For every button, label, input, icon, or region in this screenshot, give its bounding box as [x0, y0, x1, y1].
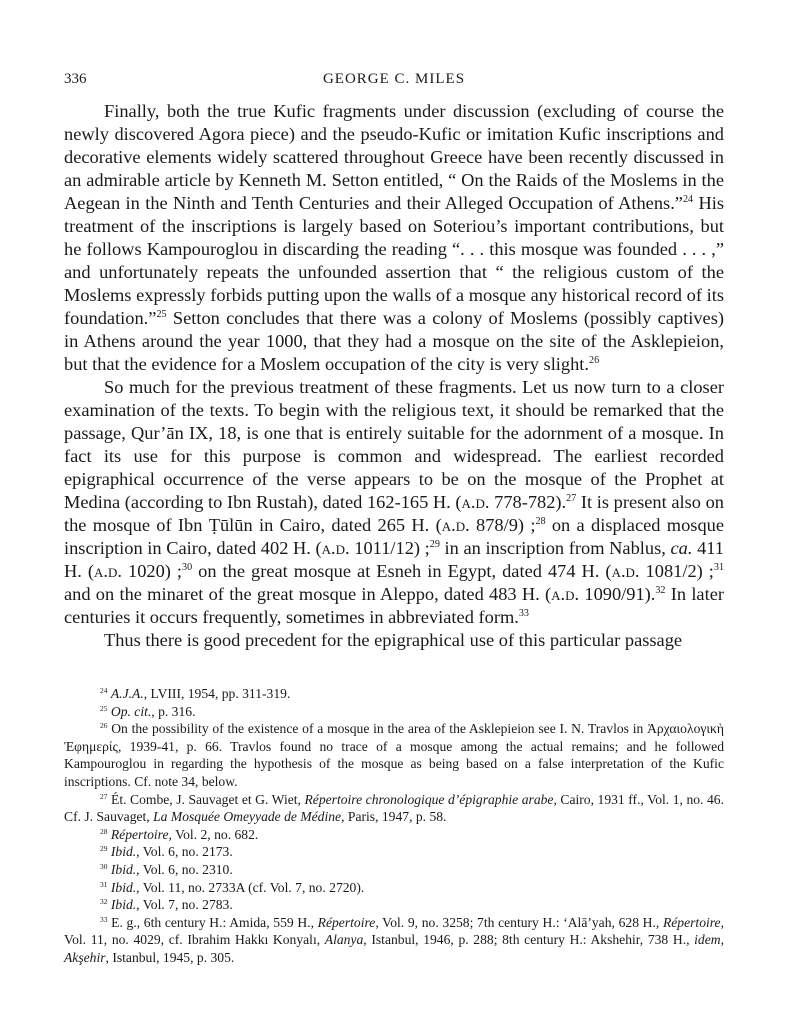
footnote-ref-29[interactable]: 29	[429, 538, 440, 550]
citation-title: Alanya	[324, 932, 364, 948]
era-abbrev: a.d.	[321, 538, 350, 558]
footnote-number: 26	[100, 720, 108, 730]
footnote-text: On the possibility of the existence of a mosque in the area of the Asklepieion see I. N. Travlos in	[111, 721, 648, 737]
paragraph-1	[64, 100, 724, 376]
footnote-text: , Istanbul, 1945, p. 305.	[105, 949, 235, 965]
era-abbrev: a.d.	[461, 492, 490, 512]
text-run: Finally, both the true Kufic fragments under discussion (excluding of course the newly discovered Agora piece) and the pseudo-Kufic or imitation Kufic inscriptions and decorative elements widely scattered throughout Greece have been recently discussed in an admirable article by Kenneth M. Setton entitled, “ On the Raids of the Moslems in the Aegean in the Ninth and Tenth Centuries and their Alleged Occupation of Athens.”	[64, 101, 724, 213]
page-number: 336	[64, 71, 87, 87]
footnote-number: 27	[100, 791, 108, 801]
text-run: His treatment of the inscriptions is largely based on Soteriou’s important contributions, but he follows Kampouroglou in discarding the reading “. . . this mosque was founded . . . ,” and unfortunately repeats the unfounded assertion that “ the religious custom of the Moslems expressly forbids putting upon the walls of a mosque any historical record of its foundation.”	[64, 193, 724, 328]
footnote-26	[64, 720, 724, 790]
era-abbrev: a.d.	[94, 561, 122, 581]
paragraph-3: Thus there is good precedent for the epigraphical use of this particular passage	[104, 630, 683, 650]
footnote-number: 30	[100, 861, 108, 871]
footnote-text: , Vol. 2, no. 682.	[168, 826, 259, 842]
body-text	[64, 100, 724, 652]
footnote-ref-28[interactable]: 28	[535, 515, 546, 527]
footnote-number: 28	[100, 826, 108, 836]
footnote-33	[64, 914, 724, 967]
footnote-text: Ét. Combe, J. Sauvaget et G. Wiet,	[111, 791, 305, 807]
citation-title: Répertoire	[110, 826, 169, 842]
citation-title: Ibid.	[110, 879, 137, 895]
paragraph-2	[64, 376, 724, 629]
footnote-text: , Vol. 7, no. 2783.	[136, 897, 233, 913]
text-run: 411 H. (	[64, 538, 724, 581]
running-title: GEORGE C. MILES	[322, 71, 466, 87]
footnote-number: 32	[100, 896, 108, 906]
citation-title: Répertoire	[317, 914, 376, 930]
running-head	[64, 71, 724, 91]
footnote-text: , p. 316.	[151, 703, 196, 719]
footnote-text: , Paris, 1947, p. 58.	[341, 809, 447, 825]
footnote-28	[64, 826, 724, 844]
footnote-text: , 1939-41, p. 66. Travlos found no trace of a mosque among the actual remains; and he followed Kampouroglou in regarding the hypothesis of the mosque as being based on a false interpretation of the Kufic inscriptions. Cf. note 34, below.	[64, 738, 724, 789]
footnote-text: , LVIII, 1954, pp. 311-319.	[143, 686, 291, 701]
footnote-29	[64, 843, 724, 861]
citation-title: idem	[694, 932, 721, 948]
footnote-number: 29	[100, 844, 108, 854]
footnote-text: E. g., 6th century H.: Amida, 559 H.,	[111, 914, 318, 930]
text-run: 1020) ;	[122, 561, 183, 581]
text-run: So much for the previous treatment of these fragments. Let us now turn to a closer examination of the texts. To begin with the religious text, it should be remarked that the passage, Qur’ān IX, 18, is one that is entirely suitable for the adornment of a mosque. In fact its use for this purpose is common and widespread. The earliest recorded epigraphical occurrence of the verse appears to be on the mosque of the Prophet at Medina (according to Ibn Rustah), dated 162-165 H. (	[64, 377, 724, 512]
text-run: 1081/2) ;	[639, 561, 714, 581]
text-run: Setton concludes that there was a colony of Moslems (possibly captives) in Athens around the year 1000, that they had a mosque on the site of the Asklepieion, but that the evidence for a Moslem occupation of the city is very slight.	[64, 308, 724, 374]
footnote-text: , Vol. 6, no. 2310.	[136, 861, 233, 877]
footnote-number: 24	[100, 685, 108, 695]
era-abbrev: a.d.	[551, 584, 580, 604]
text-run: It is present also on the mosque of Ibn Ṭūlūn in Cairo, dated 265 H. (	[64, 492, 724, 535]
footnote-ref-32[interactable]: 32	[655, 584, 666, 596]
citation-title: Ibid.	[110, 861, 137, 877]
footnote-32	[64, 896, 724, 914]
footnote-27	[64, 791, 724, 826]
footnote-ref-31[interactable]: 31	[713, 561, 724, 573]
footnote-ref-25[interactable]: 25	[156, 308, 167, 320]
citation-title: Répertoire chronologique d’épigraphie arabe	[304, 791, 554, 807]
footnote-25	[64, 703, 724, 721]
citation-title: A.J.A.	[110, 686, 144, 701]
footnote-30	[64, 861, 724, 879]
citation-title: La Mosquée Omeyyade de Médine	[153, 809, 342, 825]
era-abbrev: a.d.	[441, 515, 470, 535]
footnote-ref-27[interactable]: 27	[566, 492, 577, 504]
footnote-text: , Cairo, 1931 ff., Vol. 1, no. 46. Cf. J. Sauvaget,	[64, 791, 724, 825]
text-run: 1011/12) ;	[349, 538, 430, 558]
era-abbrev: a.d.	[611, 561, 640, 581]
footnote-ref-30[interactable]: 30	[182, 561, 193, 573]
footnote-number: 25	[100, 703, 108, 713]
text-run: 878/9) ;	[469, 515, 536, 535]
text-run: 778-782).	[489, 492, 567, 512]
footnote-31	[64, 879, 724, 897]
footnote-ref-26[interactable]: 26	[589, 354, 600, 366]
citation-title: Ibid.	[110, 897, 137, 913]
text-run: in an inscription from Nablus,	[439, 538, 671, 558]
footnote-text: , Vol. 6, no. 2173.	[136, 844, 233, 860]
footnote-24	[64, 685, 724, 703]
text-run: on the great mosque at Esneh in Egypt, dated 474 H. (	[192, 561, 612, 581]
text-run: on a displaced mosque inscription in Cairo, dated 402 H. (	[64, 515, 724, 558]
citation-title: Ibid.	[110, 844, 137, 860]
text-run: and on the minaret of the great mosque in Aleppo, dated 483 H. (	[64, 584, 552, 604]
footnote-text: ,	[720, 932, 724, 948]
footnote-text: , Vol. 11, no. 4029, cf. Ibrahim Hakkı Konyalı,	[64, 914, 725, 948]
footnote-number: 31	[100, 879, 108, 889]
text-run: In later centuries it occurs frequently, sometimes in abbreviated form.	[64, 584, 724, 627]
footnote-text: , Vol. 11, no. 2733A (cf. Vol. 7, no. 2720).	[136, 879, 365, 895]
footnote-ref-24[interactable]: 24	[682, 193, 694, 205]
citation-title: Op. cit.	[110, 703, 152, 719]
footnote-number: 33	[100, 914, 108, 924]
footnotes	[64, 685, 724, 967]
citation-title: Akşehir	[64, 949, 106, 965]
greek-title: Ἀρχαιολογικὴ Ἐφημερίς	[64, 721, 724, 754]
footnote-ref-33[interactable]: 33	[518, 607, 529, 619]
citation-title: Répertoire	[662, 914, 721, 930]
text-run: 1090/91).	[579, 584, 656, 604]
italic-circa: ca.	[670, 538, 693, 558]
footnote-text: , Vol. 9, no. 3258; 7th century H.: ‘Alā’yah, 628 H.,	[375, 914, 663, 930]
footnote-text: , Istanbul, 1946, p. 288; 8th century H.: Akshehir, 738 H.,	[363, 932, 695, 948]
